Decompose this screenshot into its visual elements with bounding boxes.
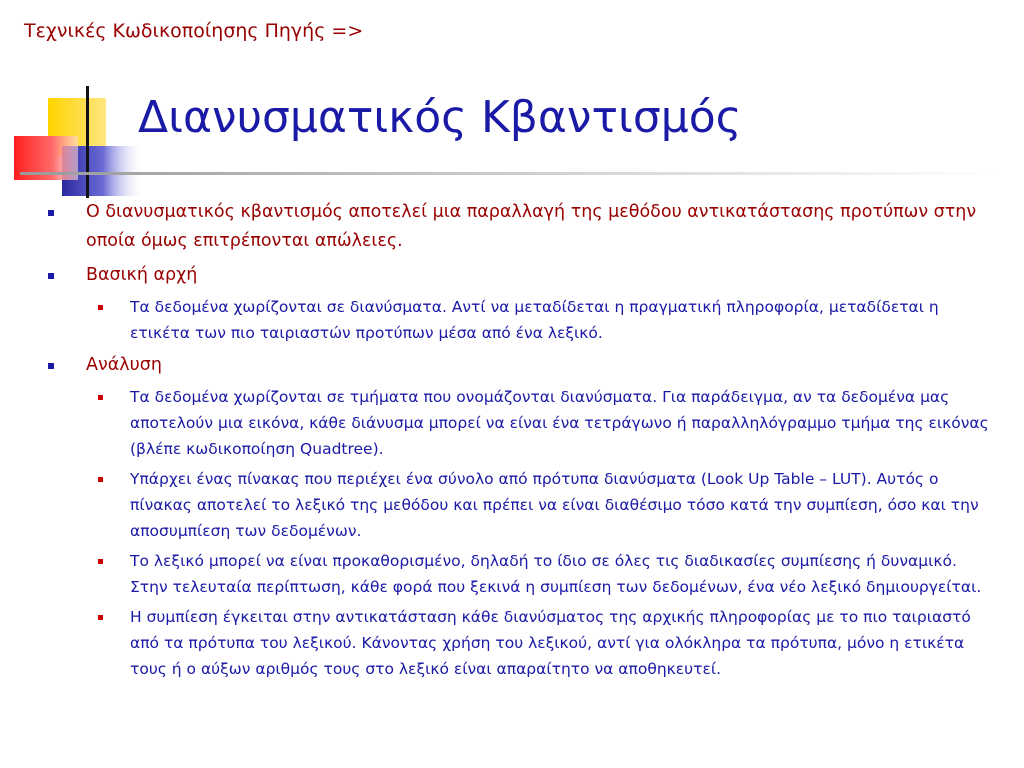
square-bullet-icon — [98, 395, 103, 400]
bullet-item — [44, 198, 994, 256]
square-bullet-icon — [98, 559, 103, 564]
deco-vertical-line — [86, 86, 89, 198]
header-nav-link[interactable]: Τεχνικές Κωδικοποίησης Πηγής => — [24, 20, 364, 42]
bullet-text: Ανάλυση — [86, 355, 162, 375]
sub-bullet-item — [86, 548, 994, 600]
deco-red-square — [14, 136, 78, 180]
slide-title: Διανυσματικός Κβαντισμός — [138, 92, 742, 143]
sub-bullet-text: Τα δεδομένα χωρίζονται σε διανύσματα. Αντί να μεταδίδεται η πραγματική πληροφορία, μεταδίδεται η ετικέτα των πιο ταιριαστών προτύπων μέσα από ένα λεξικό. — [130, 298, 939, 342]
square-bullet-icon — [98, 305, 103, 310]
sub-bullet-text: Τα δεδομένα χωρίζονται σε τμήματα που ονομάζονται διανύσματα. Για παράδειγμα, αν τα δεδομένα μας αποτελούν μια εικόνα, κάθε διάνυσμα μπορεί να είναι ένα τετράγωνο ή παραλληλόγραμμο τμήμα της εικόνας (βλέπε κωδικοποίηση Quadtree). — [130, 388, 989, 458]
deco-blue-square — [62, 146, 144, 196]
bullet-item — [44, 351, 994, 682]
sub-bullet-item — [86, 466, 994, 544]
square-bullet-icon — [48, 363, 54, 369]
sub-bullet-item — [86, 384, 994, 462]
bullet-text: Βασική αρχή — [86, 265, 198, 285]
square-bullet-icon — [48, 210, 54, 216]
deco-horizontal-line — [20, 172, 1000, 175]
sub-bullet-text: Το λεξικό μπορεί να είναι προκαθορισμένο, δηλαδή το ίδιο σε όλες τις διαδικασίες συμπίεσης ή δυναμικό. Στην τελευταία περίπτωση, κάθε φορά που ξεκινά η συμπίεση των δεδομένων, ένα νέο λεξικό δημιουργείται. — [130, 552, 982, 596]
sub-bullet-item — [86, 604, 994, 682]
bullet-text: Ο διανυσματικός κβαντισμός αποτελεί μια παραλλαγή της μεθόδου αντικατάστασης προτύπων στην οποία όμως επιτρέπονται απώλειες. — [86, 202, 977, 251]
sub-bullet-text: Η συμπίεση έγκειται στην αντικατάσταση κάθε διανύσματος της αρχικής πληροφορίας με το πιο ταιριαστό από τα πρότυπα του λεξικού. Κάνοντας χρήση του λεξικού, αντί για ολόκληρα τα πρότυπα, μόνο η ετικέτα τους ή ο αύξων αριθμός τους στο λεξικό είναι απαραίτητο να αποθηκευτεί. — [130, 608, 971, 678]
sub-bullet-item — [86, 294, 994, 346]
deco-yellow-square — [48, 98, 106, 156]
square-bullet-icon — [48, 273, 54, 279]
slide-content — [44, 198, 994, 687]
square-bullet-icon — [98, 615, 103, 620]
square-bullet-icon — [98, 477, 103, 482]
bullet-item — [44, 261, 994, 346]
sub-bullet-text: Υπάρχει ένας πίνακας που περιέχει ένα σύνολο από πρότυπα διανύσματα (Look Up Table – LUT). Αυτός ο πίνακας αποτελεί το λεξικό της μεθόδου και πρέπει να είναι διαθέσιμο τόσο κατά την συμπίεση, όσο και την αποσυμπίεση των δεδομένων. — [130, 470, 979, 540]
